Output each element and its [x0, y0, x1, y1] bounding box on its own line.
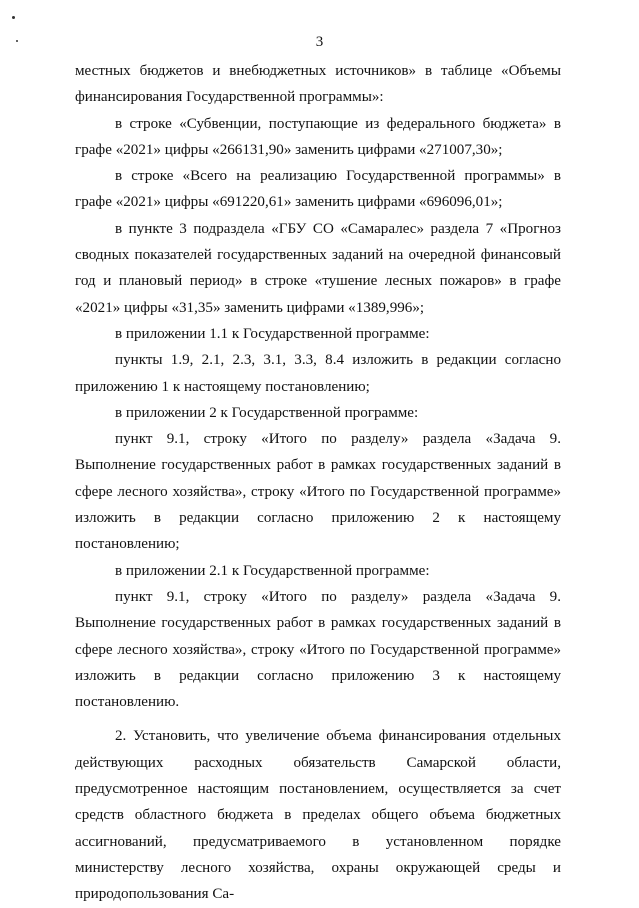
paragraph: пункты 1.9, 2.1, 2.3, 3.1, 3.3, 8.4 изложить в редакции согласно приложению 1 к настоящему постановлению;: [75, 352, 561, 395]
paragraph: в приложении 1.1 к Государственной программе:: [115, 325, 430, 342]
scan-speck: [12, 16, 15, 19]
paragraph: пункт 9.1, строку «Итого по разделу» раздела «Задача 9. Выполнение государственных работ в рамках государственных заданий в сфере лесного хозяйства», строку «Итого по Государственной программе» изложить в редакции согласно приложению 2 к настоящему постановлению;: [75, 431, 561, 553]
paragraph: в строке «Всего на реализацию Государственной программы» в графе «2021» цифры «691220,61» заменить цифрами «696096,01»;: [75, 168, 561, 211]
paragraph: местных бюджетов и внебюджетных источников» в таблице «Объемы финансирования Государственной программы»:: [75, 63, 561, 106]
paragraph: в приложении 2.1 к Государственной программе:: [115, 562, 430, 579]
paragraph: в строке «Субвенции, поступающие из федерального бюджета» в графе «2021» цифры «266131,90» заменить цифрами «271007,30»;: [75, 115, 561, 158]
page-number: 3: [315, 34, 324, 50]
paragraph-section-2: 2. Установить, что увеличение объема финансирования отдельных действующих расходных обязательств Самарской области, предусмотренное настоящим постановлением, осуществляется за счет средств областного бюджета в пределах общего объема бюджетных ассигнований, предусматриваемого в установленном порядке министерству лесного хозяйства, охраны окружающей среды и природопользования Са-: [75, 728, 561, 903]
paragraph: в пункте 3 подраздела «ГБУ СО «Самаралес» раздела 7 «Прогноз сводных показателей государственных заданий на очередной финансовый год и плановый период» в строке «тушение лесных пожаров» в графе «2021» цифры «31,35» заменить цифрами «1389,996»;: [75, 220, 561, 316]
paragraph: пункт 9.1, строку «Итого по разделу» раздела «Задача 9. Выполнение государственных работ в рамках государственных заданий в сфере лесного хозяйства», строку «Итого по Государственной программе» изложить в редакции согласно приложению 3 к настоящему постановлению.: [75, 588, 561, 711]
document-body: [75, 58, 561, 908]
paragraph: в приложении 2 к Государственной программе:: [115, 404, 419, 421]
